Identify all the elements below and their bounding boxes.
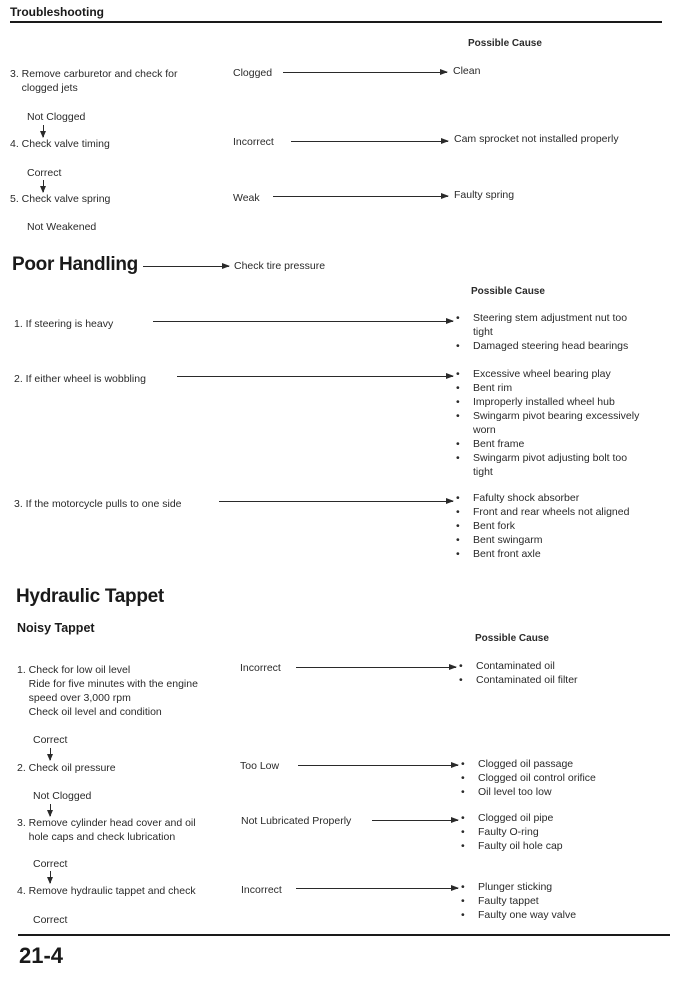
tappet-step-4-condition: Incorrect	[241, 884, 282, 896]
cause-item: • Damaged steering head bearings	[456, 339, 628, 353]
cause-item: • Faulty one way valve	[461, 908, 576, 922]
poor-handling-check: Check tire pressure	[234, 260, 326, 272]
tappet-step-2-condition: Too Low	[240, 760, 280, 772]
step-5-cause: Faulty spring	[454, 189, 515, 201]
cause-item: • Front and rear wheels not aligned	[456, 505, 629, 519]
tappet-step-1-text: 1. Check for low oil level Ride for five minutes with the engine speed over 3,000 rpm Check oil level and condition	[17, 664, 198, 718]
possible-cause-heading: Possible Cause	[475, 633, 549, 644]
tappet-step-4-causes	[461, 880, 576, 922]
possible-cause-heading: Possible Cause	[468, 38, 542, 49]
step-3-text: 3. Remove carburetor and check for clogged jets	[10, 68, 178, 94]
cause-item: • Faulty O-ring	[461, 825, 563, 839]
cause-item: • Plunger sticking	[461, 880, 576, 894]
handling-item-2: 2. If either wheel is wobbling	[14, 373, 146, 385]
page-number: 21-4	[19, 943, 64, 968]
tappet-step-1-causes	[459, 659, 578, 687]
handling-item-1-causes	[456, 311, 628, 353]
tappet-step-3-text: 3. Remove cylinder head cover and oil hole caps and check lubrication	[17, 817, 196, 843]
handling-item-1: 1. If steering is heavy	[14, 318, 114, 330]
cause-item: • Bent frame	[456, 437, 639, 451]
arrow-down-icon	[50, 748, 51, 760]
arrow-right-icon	[296, 888, 458, 889]
handling-item-3: 3. If the motorcycle pulls to one side	[14, 498, 182, 510]
step-3-cause: Clean	[453, 65, 481, 77]
tappet-step-4-text: 4. Remove hydraulic tappet and check	[17, 885, 196, 897]
cause-item: • Improperly installed wheel hub	[456, 395, 639, 409]
cause-item: • Bent swingarm	[456, 533, 629, 547]
section-subtitle-noisy-tappet: Noisy Tappet	[17, 621, 95, 635]
handling-item-3-causes	[456, 491, 629, 561]
cause-item: • Contaminated oil filter	[459, 673, 578, 687]
tappet-step-3-causes	[461, 811, 563, 853]
cause-item: • Excessive wheel bearing play	[456, 367, 639, 381]
arrow-right-icon	[296, 667, 456, 668]
transition-label: Correct	[27, 167, 62, 179]
tappet-step-3-condition: Not Lubricated Properly	[241, 815, 352, 827]
arrow-right-icon	[153, 321, 453, 322]
handling-item-2-causes	[456, 367, 639, 479]
transition-label: Not Clogged	[27, 111, 86, 123]
arrow-right-icon	[273, 196, 448, 197]
arrow-down-icon	[50, 804, 51, 816]
cause-item: • Swingarm pivot adjusting bolt too tight	[456, 451, 639, 479]
section-title-hydraulic-tappet: Hydraulic Tappet	[16, 586, 164, 607]
arrow-down-icon	[43, 180, 44, 192]
arrow-right-icon	[177, 376, 453, 377]
cause-item: • Bent fork	[456, 519, 629, 533]
cause-item: • Bent front axle	[456, 547, 629, 561]
arrow-down-icon	[43, 125, 44, 137]
cause-item: • Steering stem adjustment nut too tight	[456, 311, 628, 339]
transition-label: Not Clogged	[33, 790, 92, 802]
transition-label: Correct	[33, 914, 68, 926]
possible-cause-heading: Possible Cause	[471, 286, 545, 297]
header-title: Troubleshooting	[10, 5, 104, 19]
cause-item: • Faulty tappet	[461, 894, 576, 908]
arrow-right-icon	[283, 72, 447, 73]
cause-item: • Faulty oil hole cap	[461, 839, 563, 853]
arrow-right-icon	[372, 820, 458, 821]
step-5-condition: Weak	[233, 192, 260, 204]
cause-item: • Oil level too low	[461, 785, 596, 799]
header-rule	[10, 21, 662, 23]
cause-item: • Bent rim	[456, 381, 639, 395]
transition-label: Not Weakened	[27, 221, 97, 233]
section-title-poor-handling: Poor Handling	[12, 254, 138, 275]
arrow-right-icon	[219, 501, 453, 502]
tappet-step-1-condition: Incorrect	[240, 662, 281, 674]
cause-item: • Swingarm pivot bearing excessively worn	[456, 409, 639, 437]
tappet-step-2-text: 2. Check oil pressure	[17, 762, 116, 774]
transition-label: Correct	[33, 858, 68, 870]
cause-item: • Fafulty shock absorber	[456, 491, 629, 505]
step-5-text: 5. Check valve spring	[10, 193, 111, 205]
step-4-text: 4. Check valve timing	[10, 138, 110, 150]
tappet-step-2-causes	[461, 757, 596, 799]
arrow-right-icon	[298, 765, 458, 766]
cause-item: • Clogged oil passage	[461, 757, 596, 771]
arrow-right-icon	[143, 266, 229, 267]
footer-rule	[18, 934, 670, 936]
arrow-down-icon	[50, 871, 51, 883]
transition-label: Correct	[33, 734, 68, 746]
step-4-condition: Incorrect	[233, 136, 274, 148]
cause-item: • Clogged oil pipe	[461, 811, 563, 825]
step-4-cause: Cam sprocket not installed properly	[454, 133, 619, 145]
cause-item: • Contaminated oil	[459, 659, 578, 673]
cause-item: • Clogged oil control orifice	[461, 771, 596, 785]
step-3-condition: Clogged	[233, 67, 273, 79]
arrow-right-icon	[291, 141, 448, 142]
